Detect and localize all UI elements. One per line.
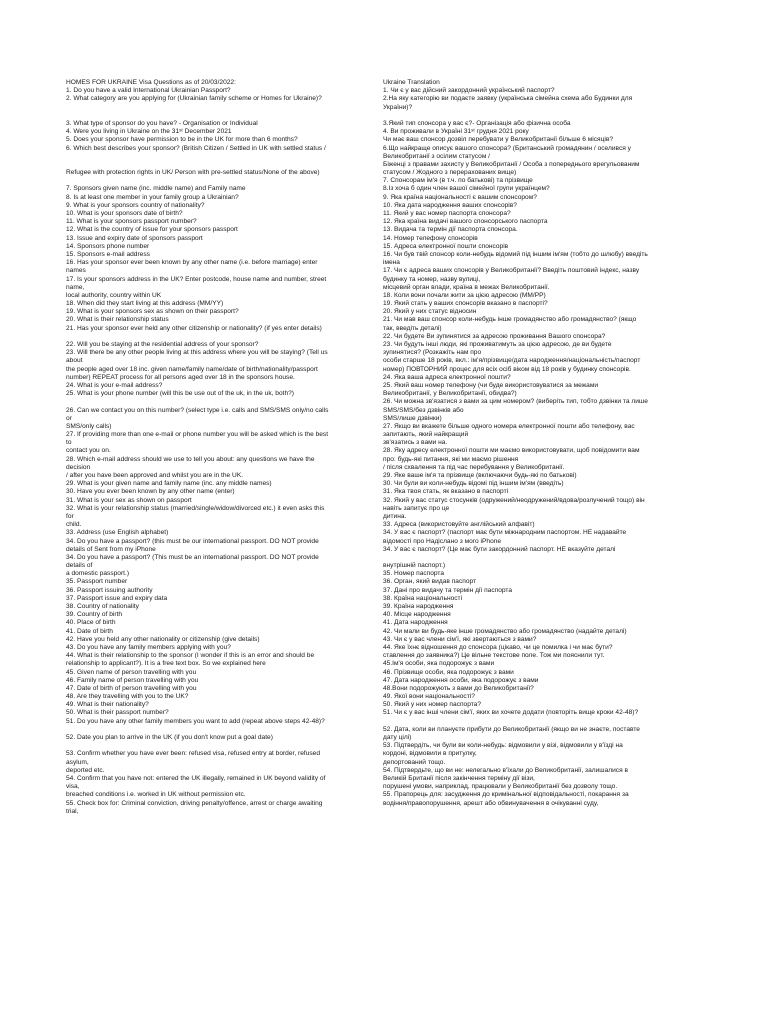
question-line: 51. Do you have any other family members you want to add (repeat above steps 42-48)?	[66, 717, 325, 725]
translation-line: 47. Дата народження особи, яка подорожує з вами	[383, 676, 539, 684]
translation-line: особи старше 18 років, вкл.: ім'я/прізвище/дата народження/національність/паспорт	[383, 357, 641, 365]
translation-line: 51. Чи є у вас інші члени сім'ї, яких ви хочете додати (повторіть вище кроки 42-48)?	[383, 709, 639, 717]
question-line: 29. What is your given name and family name (inc. any middle names)	[66, 480, 272, 488]
translation-line: 7. Спонсорам ім'я (в т.ч. по батькові) та прізвище	[383, 177, 533, 185]
translation-line: 11. Який у вас номер паспорта спонсора?	[383, 210, 511, 217]
translation-line: 29. Яке ваше ім'я та прізвище (включаючи будь-які по батькові)	[383, 472, 577, 479]
translation-line: 41. Дата народження	[383, 619, 448, 627]
translation-line: SMS/лише дзвінки)	[383, 414, 442, 422]
translation-line: 45.Ім'я особи, яка подорожує з вами	[383, 660, 495, 668]
question-line: 42. Have you held any other nationality or citizenship (give details)	[66, 635, 260, 643]
translation-line: Великобританії з осілим статусом /	[383, 152, 491, 160]
translation-line: 35. Номер паспорта	[383, 570, 445, 578]
question-line: 2. What category are you applying for (Ukrainian family scheme or Homes for Ukraine)?	[66, 95, 322, 103]
question-line	[66, 104, 370, 112]
question-line: 34. Do you have a passport? (This must be an international passport. DO NOT provide	[66, 553, 319, 561]
question-line: 41. Date of birth	[66, 627, 113, 635]
question-line: 12. What is the country of issue for your sponsors passport	[66, 226, 238, 234]
translation-line: 48.Вони подорожують з вами до Великобританії?	[383, 684, 534, 692]
translation-line: внутрішній паспорт.)	[383, 562, 446, 570]
question-line: 28. Which e-mail address should we use to tell you about: any questions we have the	[66, 455, 315, 463]
translation-line: запитають, який найкращий	[383, 431, 469, 439]
question-line: names	[66, 267, 86, 275]
question-line	[66, 333, 370, 341]
translation-line: 6.Що найкраще описує вашого спонсора? (Британський громадянин / оселився у	[383, 144, 631, 152]
question-line: 1. Do you have a valid International Ukrainian Passport?	[66, 87, 231, 95]
translation-line: дитина.	[383, 512, 407, 520]
question-line: 55. Check box for: Criminal conviction, driving penalty/offence, arrest or charge awaiting	[66, 799, 323, 807]
question-line: 32. What is your relationship status (married/single/widow/divorced etc.) it even asks this	[66, 504, 325, 512]
translation-line: місцевий орган влади, країна в межах Великобританії.	[383, 283, 550, 291]
question-line: 25. What is your phone number (will this be use out of the uk, in the uk, both?)	[66, 390, 294, 398]
translation-line: 17. Чи є адреса ваших спонсорів у Великобританії? Введіть поштовий індекс, назву	[383, 267, 640, 275]
translation-line: ставлення до заявника?) Це вільне текстове поле. Тож ми пояснили тут.	[383, 652, 605, 660]
translation-line: 27. Якщо ви вкажете більше одного номера електронної пошти або телефону, вас	[383, 422, 635, 430]
question-line: relationship to applicant?). It is a free text box. So we explained here	[66, 660, 266, 668]
question-line: a domestic passport.)	[66, 570, 130, 578]
translation-line: зв'язатись з вами на.	[383, 439, 448, 447]
ukrainian-translation-column	[383, 79, 705, 808]
translation-line: 42. Чи мали ви будь-яке інше громадянство або громадянство (надайте деталі)	[383, 627, 627, 635]
translation-line: 54. Підтвердьте, що ви не: нелегально в'їхали до Великобританії, залишалися в	[383, 766, 628, 774]
question-line: 53. Confirm whether you have ever been: refused visa, refused entry at border, refused	[66, 750, 321, 758]
question-line: 11. What is your sponsors passport number?	[66, 218, 197, 226]
question-line: 48. Are they travelling with you to the UK?	[66, 693, 189, 701]
translation-line: так, введіть деталі)	[383, 324, 442, 332]
question-line: 33. Address (use English alphabet)	[66, 529, 169, 537]
translation-line: відомості про Надіслано з мого iPhone	[383, 537, 502, 545]
translation-line: 53. Підтвердіть, чи були ви коли-небудь: відмовили у візі, відмовили у в'їзді на	[383, 742, 623, 750]
question-line: about	[66, 357, 83, 365]
translation-line: 9. Яка країна національності є вашим спонсором?	[383, 193, 537, 201]
question-line: 35. Passport number	[66, 578, 128, 586]
question-line: 13. Issue and expiry date of sponsors passport	[66, 234, 203, 242]
translation-line: 12. Яка країна видачі вашого спонсорського паспорта	[383, 218, 548, 226]
question-line: 6. Which best describes your sponsor? (British Citizen / Settled in UK with settled status /	[66, 144, 326, 152]
question-line: deported etc.	[66, 766, 105, 774]
question-line: 23. Will there be any other people living at this address where you will be staying? (Tell us	[66, 349, 328, 357]
question-line: 26. Can we contact you on this number? (select type i.e. calls and SMS/SMS only/no calls	[66, 406, 329, 414]
translation-line: України)?	[383, 103, 413, 111]
translation-line: 25. Який ваш номер телефону (чи буде використовуватися за межами	[383, 381, 599, 389]
translation-line: Великій Британії після закінчення терміну дії візи,	[383, 774, 535, 782]
question-line: 16. Has your sponsor ever been known by any other name (i.e. before marriage) enter	[66, 259, 318, 267]
question-line: 40. Place of birth	[66, 619, 116, 627]
translation-line: імена	[383, 259, 400, 267]
question-line: 31. What is your sex as shown on passport	[66, 496, 192, 504]
question-line: or	[66, 414, 72, 422]
question-line: 21. Has your sponsor ever held any other citizenship or nationality? (if yes enter details)	[66, 324, 322, 332]
question-line: 7. Sponsors given name (inc. middle name) and Family name	[66, 185, 246, 193]
translation-line: 34. У вас є паспорт? (Це має бути закордонний паспорт. НЕ вказуйте деталі	[383, 545, 616, 553]
translation-line: 10. Яка дата народження ваших спонсорів?	[383, 201, 517, 209]
question-line: 10. What is your sponsors date of birth?	[66, 210, 183, 217]
translation-line: 15. Адреса електронної пошти спонсорів	[383, 242, 509, 250]
translation-line: номер) ПОВТОРНИЙ процес для всіх осіб віком від 18 років у будинку спонсорів.	[383, 365, 631, 373]
question-line: HOMES FOR UKRAINE Visa Questions as of 20/03/2022:	[66, 79, 236, 86]
question-line: 34. Do you have a passport? (this must be our international passport. DO NOT provide	[66, 537, 319, 545]
translation-line: 20. Який у них статус відносин	[383, 308, 477, 316]
question-line: 17. Is your sponsors address in the UK? Enter postcode, house name and number, street	[66, 275, 327, 283]
question-line: SMS/only calls)	[66, 422, 112, 430]
question-line: 9. What is your sponsors country of nationality?	[66, 201, 205, 209]
question-line: visa,	[66, 783, 80, 791]
question-line: for	[66, 512, 74, 520]
question-line: 52. Date you plan to arrive in the UK (if you don't know put a goal date)	[66, 734, 273, 741]
question-line: trial,	[66, 807, 79, 815]
question-line: contact you on.	[66, 447, 111, 455]
translation-line: Чи має ваш спонсор дозвіл перебувати у Великобританії більше 6 місяців?	[383, 136, 613, 144]
translation-line: 8.Із хоча б один член вашої сімейної групи українцем?	[383, 185, 550, 193]
translation-line: 38. Країна національності	[383, 594, 463, 602]
translation-line: 49. Якої вони національності?	[383, 693, 475, 701]
translation-line: / після схвалення та під час перебування у Великобританії.	[383, 463, 565, 471]
translation-line: Великобританії, у Великобританії, обидва?)	[383, 390, 517, 398]
translation-line: 44. Яке їхнє відношення до спонсора (цікаво, чи це помилка і чи має бути?	[383, 643, 613, 651]
translation-line: водіння/правопорушення, арешт або обвинувачення в очікуванні суду,	[383, 799, 599, 807]
translation-line: 24. Яка ваша адреса електронної пошти?	[383, 373, 511, 381]
translation-line: 31. Яка твоя стать, як вказано в паспорті	[383, 488, 509, 496]
translation-line	[383, 718, 705, 726]
question-line: the people aged over 18 inc. given name/family name/date of birth/nationality/passport	[66, 365, 318, 373]
question-line: to	[66, 439, 72, 447]
translation-line: 55. Прапорець для: засудження до кримінальної відповідальності, покарання за	[383, 791, 629, 799]
question-line: name,	[66, 283, 85, 291]
translation-line: 40. Місце народження	[383, 611, 451, 619]
question-line: 47. Date of birth of person travelling with you	[66, 684, 197, 692]
question-line: 24. What is your e-mail address?	[66, 381, 163, 389]
question-line: 43. Do you have any family members applying with you?	[66, 643, 231, 651]
translation-line: 33. Адреса (використовуйте англійський алфавіт)	[383, 521, 535, 529]
question-line	[66, 161, 370, 169]
question-line: 44. What is their relationship to the sponsor (I wonder if this is an error and should be	[66, 652, 315, 660]
question-line: 38. Country of nationality	[66, 603, 139, 610]
question-line	[66, 153, 370, 161]
translation-line: 13. Видача та термін дії паспорта спонсора.	[383, 226, 518, 234]
translation-line: 30. Чи були ви коли-небудь відомі під іншим ім'ям (введіть)	[383, 480, 564, 488]
translation-line: про: будь-які питання, які ми маємо рішення	[383, 455, 519, 463]
translation-line: 43. Чи є у вас члени сім'ї, які звертаються з вами?	[383, 635, 537, 643]
question-line: 50. What is their passport number?	[66, 709, 169, 717]
question-line: 14. Sponsors phone number	[66, 242, 150, 250]
translation-line	[383, 112, 705, 120]
question-line: 46. Family name of person travelling with you	[66, 676, 199, 684]
translation-line	[383, 554, 705, 562]
question-line: 3. What type of sponsor do you have? - Organisation or Individual	[66, 119, 258, 127]
translation-line: 1. Чи є у вас дійсний закордонний український паспорт?	[383, 87, 555, 95]
question-line: 5. Does your sponsor have permission to be in the UK for more than 6 months?	[66, 136, 298, 144]
translation-line: будинку та номер, назву вулиці,	[383, 275, 481, 283]
translation-line: 32. Який у вас статус стосунків (одружений/неодружений/вдова/розлучений тощо) він	[383, 496, 645, 504]
question-line: decision	[66, 463, 91, 471]
question-line: 39. Country of birth	[66, 611, 123, 619]
question-line: 20. What is their relationship status	[66, 316, 169, 324]
question-line: 54. Confirm that you have not: entered the UK illegally, remained in UK beyond validity of	[66, 774, 326, 782]
translation-line: 14. Номер телефону спонсорів	[383, 234, 478, 242]
translation-line: 18. Коли вони почали жити за цією адресою (MM/PP)	[383, 291, 546, 299]
question-line: Refugee with protection rights in UK/ Person with pre-settled status/None of the above)	[66, 169, 320, 177]
question-line: 30. Have you ever been known by any other name (enter)	[66, 488, 235, 496]
question-line: 19. What is your sponsors sex as shown on their passport?	[66, 308, 239, 316]
question-line	[66, 398, 370, 406]
translation-line: 22. Чи будете Ви зупинятися за адресою проживання Вашого спонсора?	[383, 332, 606, 340]
question-line: 49. What is their nationality?	[66, 701, 149, 709]
translation-line: 23. Чи будуть інші люди, які проживатимуть за цією адресою, де ви будете	[383, 341, 612, 348]
translation-line: 37. Дані про видачу та термін дії паспорта	[383, 586, 513, 594]
translation-line: навіть запитує про це	[383, 504, 450, 512]
translation-line: 36. Орган, який видав паспорт	[383, 578, 477, 586]
question-line: 27. If providing more than one e-mail or phone number you will be asked which is the best	[66, 431, 329, 439]
translation-line: кордоні, відмовили в притулку,	[383, 750, 477, 758]
translation-line: 2.На яку категорію ви подаєте заявку (українська сімейна схема або Будинки для	[383, 95, 633, 103]
question-line	[66, 726, 370, 734]
translation-line: 19. Який стать у ваших спонсорів вказано в паспорті?	[383, 300, 548, 308]
translation-line: 21. Чи мав ваш спонсор коли-небудь інше громадянство або громадянство? (якщо	[383, 316, 637, 324]
translation-line: порушені умови, наприклад, працювали у Великобританії без дозволу тощо.	[383, 783, 618, 791]
translation-line: зупинятися? (Розкажіть нам про	[383, 349, 482, 357]
question-line: details of	[66, 562, 93, 570]
question-line: 8. Is at least one member in your family group a Ukrainian?	[66, 193, 239, 201]
question-line: asylum,	[66, 758, 89, 766]
question-line: number) REPEAT process for all persons aged over 18 in the sponsors house.	[66, 373, 295, 381]
translation-line: 50. Який у них номер паспорта?	[383, 701, 482, 709]
translation-line: 4. Ви проживали в Україні 31ˢᵗ грудня 2021 року	[383, 128, 529, 136]
question-line	[66, 177, 370, 185]
translation-line: 28. Яку адресу електронної пошти ми маємо використовувати, щоб повідомити вам	[383, 447, 640, 455]
question-line: 15. Sponsors e-mail address	[66, 250, 150, 258]
question-line: 18. When did they start living at this address (MM/YY)	[66, 300, 224, 308]
question-line: / after you have been approved and whilst you are in the UK.	[66, 472, 244, 479]
translation-line: 46. Прізвище особи, яка подорожує з вами	[383, 668, 514, 676]
translation-line: депортований тощо.	[383, 758, 446, 766]
translation-line: статусом / Жодного з перерахованих вище)	[383, 169, 517, 177]
question-line: details of Sent from my iPhone	[66, 545, 156, 553]
translation-line: 39. Країна народження	[383, 603, 454, 610]
question-line	[66, 742, 370, 750]
question-line: 37. Passport issue and expiry data	[66, 594, 168, 602]
question-line: 22. Will you be staying at the residential address of your sponsor?	[66, 341, 259, 348]
question-line: 4. Were you living in Ukraine on the 31ˢᵗ December 2021	[66, 128, 232, 136]
question-line: child.	[66, 521, 82, 529]
question-line	[66, 112, 370, 120]
translation-line: 3.Який тип спонсора у вас є?- Організація або фізична особа	[383, 119, 571, 127]
translation-line: Біженці з правами захисту у Великобританії / Особа з попереднього врегульованим	[383, 160, 640, 168]
translation-line: 16. Чи був твій спонсор коли-небудь відомий під іншим ім'ям (тобто до шлюбу) введіть	[383, 250, 648, 258]
question-line: breached conditions i.e. worked in UK without permission etc.	[66, 791, 246, 799]
translation-line: 52. Дата, коли ви плануєте прибути до Великобританії (якщо ви не знаєте, поставте	[383, 725, 640, 733]
question-line: local authority, country within UK	[66, 291, 162, 299]
english-questions-column	[66, 79, 370, 816]
question-line: 45. Given name of person travelling with you	[66, 668, 197, 676]
question-line: 36. Passport issuing authority	[66, 586, 153, 594]
translation-line: дату цілі)	[383, 734, 412, 741]
translation-line: 26. Чи можна зв'язатися з вами за цим номером? (виберіть тип, тобто дзвінки та лише	[383, 398, 648, 406]
translation-line: Ukraine Translation	[383, 79, 440, 86]
translation-line: 34. У вас є паспорт? (паспорт має бути міжнародним паспортом. НЕ надавайте	[383, 529, 627, 537]
translation-line: SMS/SMS/без дзвінків або	[383, 406, 464, 414]
